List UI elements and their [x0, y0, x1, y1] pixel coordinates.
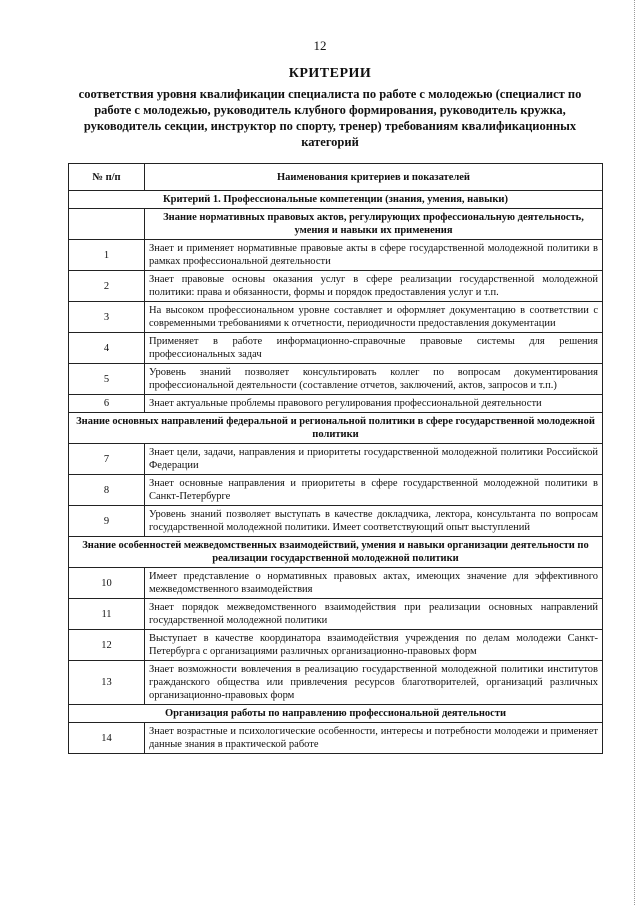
document-title: КРИТЕРИИ: [288, 66, 372, 81]
row-number: 4: [69, 333, 145, 364]
criterion-1-title: Критерий 1. Профессиональные компетенции (знания, умения, навыки): [69, 191, 603, 209]
row-text: Уровень знаний позволяет выступать в качестве докладчика, лектора, консультанта по вопросам государственной молодежной политики. Имеет соответствующий опыт выступлений: [145, 506, 603, 537]
table-row: [69, 475, 603, 506]
row-number: 1: [69, 240, 145, 271]
table-row: [69, 444, 603, 475]
scan-edge-line: [633, 0, 635, 905]
table-row: [69, 271, 603, 302]
row-number: 5: [69, 364, 145, 395]
section-row: [69, 537, 603, 568]
row-number: 9: [69, 506, 145, 537]
row-text: Знает актуальные проблемы правового регулирования профессиональной деятельности: [145, 395, 603, 413]
row-text: Имеет представление о нормативных правовых актах, имеющих значение для эффективного межведомственного взаимодействия: [145, 568, 603, 599]
row-text: Знает порядок межведомственного взаимодействия при реализации основных направлений государственной молодежной политики: [145, 599, 603, 630]
table-header-row: [69, 164, 603, 191]
table-row: [69, 302, 603, 333]
section-row: [69, 209, 603, 240]
table-row: [69, 333, 603, 364]
row-text: Знает возможности вовлечения в реализацию государственной молодежной политики институтов гражданского общества или привлечения ресурсов благотворителей, организаций различных организационно-правовых форм: [145, 661, 603, 705]
row-text: Уровень знаний позволяет консультировать коллег по вопросам документирования профессиональной деятельности (составление отчетов, заключений, актов, запросов и т.п.): [145, 364, 603, 395]
row-text: Применяет в работе информационно-справочные правовые системы для решения профессиональных задач: [145, 333, 603, 364]
table-row: [69, 364, 603, 395]
row-text: На высоком профессиональном уровне составляет и оформляет документацию в соответствии с современными требованиями к отчетности, периодичности предоставления документации: [145, 302, 603, 333]
page-number: 12: [313, 38, 327, 53]
row-number: 8: [69, 475, 145, 506]
row-text: Знает возрастные и психологические особенности, интересы и потребности молодежи и применяет данные знания в практической работе: [145, 723, 603, 754]
section-title: Организация работы по направлению профессиональной деятельности: [69, 705, 603, 723]
section-row: [69, 705, 603, 723]
row-number: 12: [69, 630, 145, 661]
row-number: 10: [69, 568, 145, 599]
row-text: Выступает в качестве координатора взаимодействия учреждения по делам молодежи Санкт-Петербурга с организациями различных организационно-правовых форм: [145, 630, 603, 661]
row-number: 13: [69, 661, 145, 705]
row-number: 11: [69, 599, 145, 630]
row-text: Знает цели, задачи, направления и приоритеты государственной молодежной политики Российской Федерации: [145, 444, 603, 475]
row-number: 7: [69, 444, 145, 475]
row-number: 14: [69, 723, 145, 754]
table-row: [69, 661, 603, 705]
section-title: Знание нормативных правовых актов, регулирующих профессиональную деятельность, умения и навыки их применения: [145, 209, 603, 240]
table-row: [69, 240, 603, 271]
row-text: Знает правовые основы оказания услуг в сфере реализации государственной молодежной политики: права и обязанности, формы и порядок предоставления услуг и т.п.: [145, 271, 603, 302]
section-title: Знание особенностей межведомственных взаимодействий, умения и навыки организации деятельности по реализации государственной молодежной политики: [69, 537, 603, 568]
section-title: Знание основных направлений федеральной и региональной политики в сфере государственной молодежной политики: [69, 413, 603, 444]
table-row: [69, 568, 603, 599]
row-number: 3: [69, 302, 145, 333]
section-row: [69, 413, 603, 444]
header-number: № п/п: [69, 164, 145, 191]
table-row: [69, 723, 603, 754]
header-criteria-name: Наименования критериев и показателей: [145, 164, 603, 191]
row-number: 6: [69, 395, 145, 413]
table-row: [69, 395, 603, 413]
table-row: [69, 599, 603, 630]
row-text: Знает и применяет нормативные правовые акты в сфере государственной молодежной политики в рамках профессиональной деятельности: [145, 240, 603, 271]
document-heading: [70, 66, 590, 150]
document-subtitle: соответствия уровня квалификации специалиста по работе с молодежью (специалист по работе с молодежью, руководитель клубного формирования, руководитель кружка, руководитель секции, инструктор по спорту, тренер) требованиям квалификационных категорий: [78, 87, 582, 149]
section-empty-cell: [69, 209, 145, 240]
criterion-row: [69, 191, 603, 209]
table-row: [69, 630, 603, 661]
row-number: 2: [69, 271, 145, 302]
criteria-table: [68, 163, 603, 754]
table-row: [69, 506, 603, 537]
row-text: Знает основные направления и приоритеты в сфере государственной молодежной политики в Санкт-Петербурге: [145, 475, 603, 506]
